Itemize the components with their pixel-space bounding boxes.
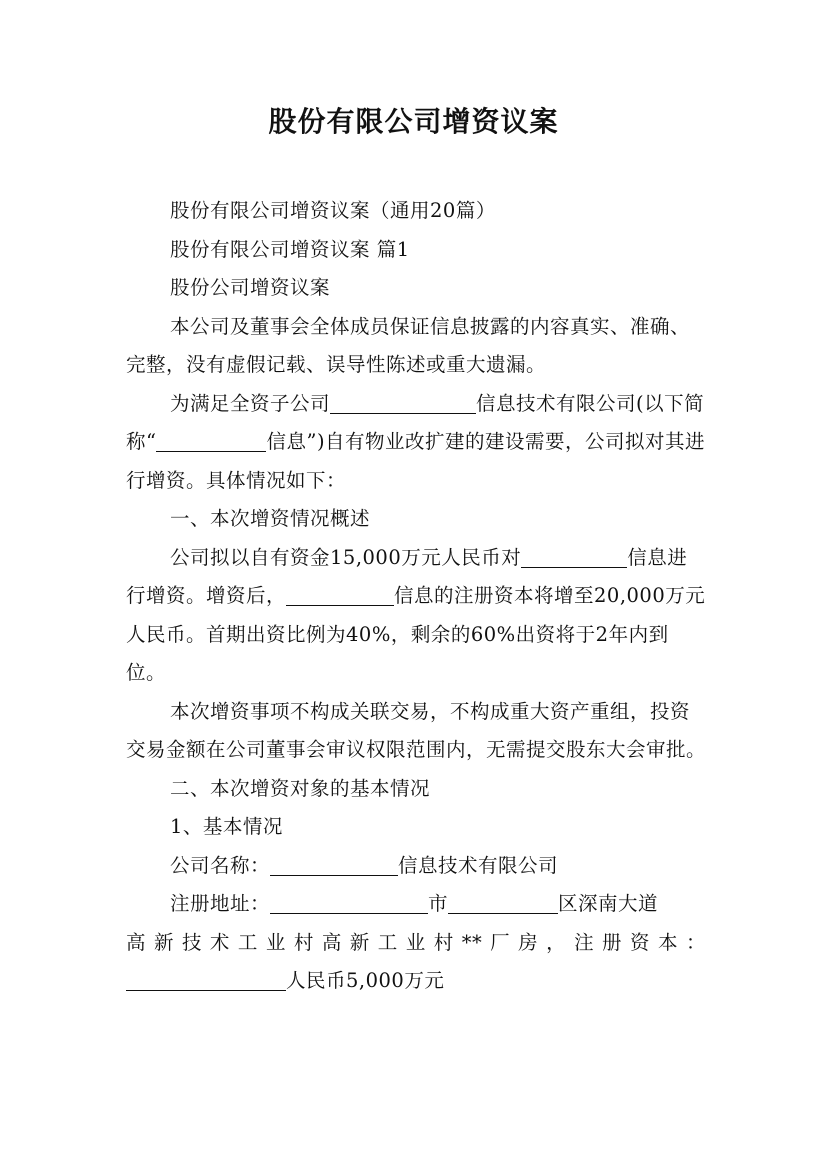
document-title: 股份有限公司增资议案 — [268, 105, 559, 138]
subsection-1-heading: 1、基本情况 — [170, 815, 283, 838]
document-body — [126, 192, 706, 1001]
capital-text-1: 公司拟以自有资金15,000万元人民币对 — [170, 545, 522, 569]
company-name-label: 公司名称： — [170, 853, 271, 877]
board-paragraph: 本公司及董事会全体成员保证信息披露的内容真实、准确、完整，没有虚假记载、误导性陈述或重大遗漏。 — [126, 314, 691, 376]
address-rest: 区深南大道 — [558, 892, 659, 915]
purpose-text-1: 为满足全资子公司 — [170, 391, 331, 415]
purpose-text-3: 信息”)自有物业改扩建的建设需要，公司拟对其进行增资。具体情况如下： — [126, 430, 706, 492]
capital-text-2: 信息进行增资。增资后， — [126, 545, 688, 607]
blank-field — [156, 429, 266, 452]
company-name-suffix: 信息技术有限公司 — [398, 853, 559, 877]
address-city: 市 — [428, 892, 449, 915]
section-2-heading: 二、本次增资对象的基本情况 — [170, 776, 431, 800]
section-1-heading: 一、本次增资情况概述 — [170, 507, 371, 530]
article-line: 股份有限公司增资议案 篇1 — [170, 237, 410, 261]
address-line-2: 高新技术工业村高新工业村**厂房，注册资本： — [126, 930, 706, 954]
blank-field — [521, 545, 627, 568]
capital-text-3: 信息的注册资本将增至20,000万元人民币。首期出资比例为40%，剩余的60%出资将于2年内到位。 — [126, 584, 706, 684]
capital-value: 人民币5,000万元 — [286, 969, 445, 992]
blank-field — [270, 853, 398, 876]
address-label: 注册地址： — [170, 892, 271, 915]
nonrelated-paragraph: 本次增资事项不构成关联交易，不构成重大资产重组，投资交易金额在公司董事会审议权限范围内，无需提交股东大会审批。 — [126, 699, 707, 761]
subtitle-line: 股份有限公司增资议案（通用20篇） — [170, 199, 496, 222]
purpose-paragraph — [126, 385, 706, 501]
capital-value-line — [126, 962, 706, 1001]
blank-field — [126, 968, 286, 991]
heading-line: 股份公司增资议案 — [170, 276, 331, 299]
company-name-line — [126, 847, 706, 886]
blank-field — [286, 583, 394, 606]
blank-field — [448, 891, 558, 914]
capital-paragraph — [126, 539, 706, 693]
purpose-text-2: 信息技术有限公司(以下简称“ — [126, 391, 705, 453]
blank-field — [270, 891, 428, 914]
blank-field — [330, 391, 476, 414]
address-line — [126, 885, 706, 924]
